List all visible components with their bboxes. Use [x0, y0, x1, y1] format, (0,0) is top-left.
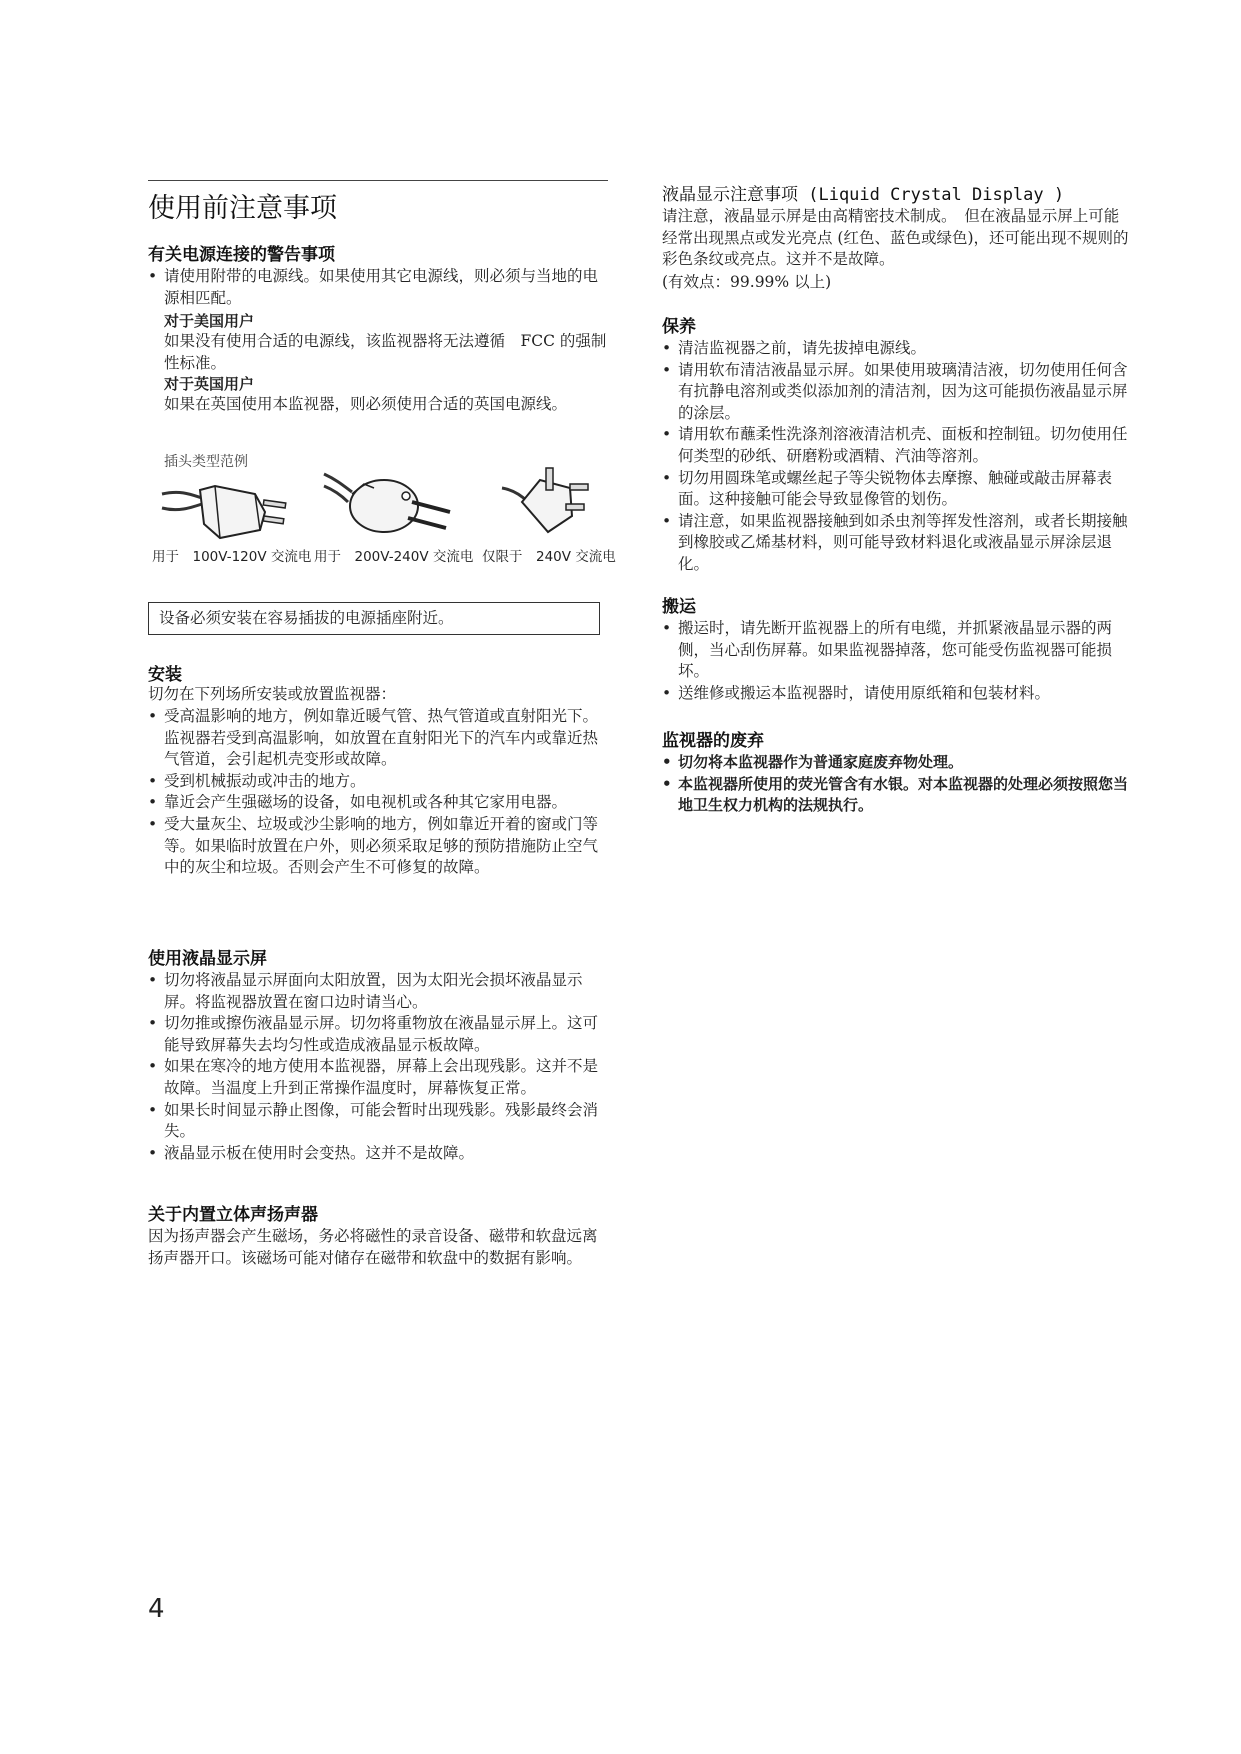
list-item: • 送维修或搬运本监视器时，请使用原纸箱和包装材料。: [662, 683, 1132, 705]
list-item: • 靠近会产生强磁场的设备，如电视机或各种其它家用电器。: [148, 792, 608, 814]
list-item: • 切勿推或擦伤液晶显示屏。切勿将重物放在液晶显示屏上。这可能导致屏幕失去均匀性或造成液晶显示板故障。: [148, 1013, 608, 1056]
uk-text: 如果在英国使用本监视器，则必须使用合适的英国电源线。: [164, 395, 568, 414]
power-bullet: • 请使用附带的电源线。如果使用其它电源线，则必须与当地的电源相匹配。 对于美国用户 如果没有使用合适的电源线，该监视器将无法遵循 FCC 的强制性标准。 对于英国用户 如果在英国使用本监视器，则必须使用合适的英国电源线。: [148, 266, 608, 416]
us-heading: 对于美国用户: [164, 312, 255, 331]
plug-eu-icon: [322, 466, 462, 541]
speaker-text: 因为扬声器会产生磁场，务必将磁性的录音设备、磁带和软盘远离扬声器开口。该磁场可能对储存在磁带和软盘中的数据有影响。: [148, 1227, 598, 1267]
plug-uk-icon: [500, 460, 600, 540]
list-item: • 清洁监视器之前，请先拔掉电源线。: [662, 338, 1132, 360]
plug-caption-us: 用于 100V-120V 交流电: [152, 549, 312, 565]
lcd-notes-text: 请注意，液晶显示屏是由高精密技术制成。 但在液晶显示屏上可能经常出现黑点或发光亮点 (红色、蓝色或绿色)，还可能出现不规则的彩色条纹或亮点。这并不是故障。: [662, 207, 1129, 269]
transport-list: [662, 618, 1132, 704]
lcd-notes-heading: 液晶显示注意事项 (Liquid Crystal Display ): [662, 185, 1065, 205]
page-number: 4: [148, 1594, 165, 1624]
plug-us-icon: [160, 472, 310, 542]
install-heading: 安装: [148, 665, 182, 685]
list-item: • 请用软布蘸柔性洗涤剂溶液清洁机壳、面板和控制钮。切勿使用任何类型的砂纸、研磨粉或酒精、汽油等溶剂。: [662, 424, 1132, 467]
page-title: 使用前注意事项: [148, 193, 337, 224]
maintenance-heading: 保养: [662, 317, 696, 337]
plug-caption-eu: 用于 200V-240V 交流电: [314, 549, 474, 565]
lcd-use-list: [148, 970, 608, 1164]
list-item: • 请注意，如果监视器接触到如杀虫剂等挥发性溶剂，或者长期接触到橡胶或乙烯基材料，则可能导致材料退化或液晶显示屏涂层退化。: [662, 511, 1132, 576]
list-item: • 本监视器所使用的荧光管含有水银。对本监视器的处理必须按照您当地卫生权力机构的法规执行。: [662, 774, 1132, 817]
list-item: • 切勿用圆珠笔或螺丝起子等尖锐物体去摩擦、触碰或敲击屏幕表面。这种接触可能会导致显像管的划伤。: [662, 468, 1132, 511]
us-text: 如果没有使用合适的电源线，该监视器将无法遵循 FCC 的强制性标准。: [164, 332, 607, 372]
disposal-heading: 监视器的废弃: [662, 731, 764, 751]
title-rule: [148, 180, 608, 181]
plug-example-label: 插头类型范例: [164, 454, 248, 470]
power-heading: 有关电源连接的警告事项: [148, 245, 335, 265]
list-item: • 受大量灰尘、垃圾或沙尘影响的地方，例如靠近开着的窗或门等等。如果临时放置在户外，则必须采取足够的预防措施防止空气中的灰尘和垃圾。否则会产生不可修复的故障。: [148, 814, 608, 879]
list-item: • 液晶显示板在使用时会变热。这并不是故障。: [148, 1143, 608, 1165]
list-item: • 如果长时间显示静止图像，可能会暂时出现残影。残影最终会消失。: [148, 1100, 608, 1143]
install-list: [148, 706, 608, 879]
speaker-heading: 关于内置立体声扬声器: [148, 1205, 318, 1225]
lcd-use-heading: 使用液晶显示屏: [148, 949, 267, 969]
list-item: • 受高温影响的地方，例如靠近暖气管、热气管道或直射阳光下。监视器若受到高温影响，如放置在直射阳光下的汽车内或靠近热气管道，会引起机壳变形或故障。: [148, 706, 608, 771]
transport-heading: 搬运: [662, 597, 696, 617]
lcd-notes-effective: (有效点：99.99% 以上): [662, 273, 832, 291]
maintenance-list: [662, 338, 1132, 576]
list-item: • 切勿将本监视器作为普通家庭废弃物处理。: [662, 752, 1132, 774]
plug-caption-uk: 仅限于 240V 交流电: [482, 549, 616, 565]
power-list: [148, 266, 608, 416]
list-item: • 如果在寒冷的地方使用本监视器，屏幕上会出现残影。这并不是故障。当温度上升到正常操作温度时，屏幕恢复正常。: [148, 1056, 608, 1099]
disposal-list: [662, 752, 1132, 817]
list-item: • 切勿将液晶显示屏面向太阳放置，因为太阳光会损坏液晶显示屏。将监视器放置在窗口边时请当心。: [148, 970, 608, 1013]
list-item: • 搬运时，请先断开监视器上的所有电缆，并抓紧液晶显示器的两侧，当心刮伤屏幕。如果监视器掉落，您可能受伤监视器可能损坏。: [662, 618, 1132, 683]
uk-heading: 对于英国用户: [164, 375, 255, 394]
notice-box: 设备必须安装在容易插拔的电源插座附近。: [148, 602, 600, 635]
list-item: • 请用软布清洁液晶显示屏。如果使用玻璃清洁液，切勿使用任何含有抗静电溶剂或类似添加剂的清洁剂，因为这可能损伤液晶显示屏的涂层。: [662, 360, 1132, 425]
install-intro: 切勿在下列场所安装或放置监视器：: [148, 685, 397, 703]
list-item: • 受到机械振动或冲击的地方。: [148, 771, 608, 793]
